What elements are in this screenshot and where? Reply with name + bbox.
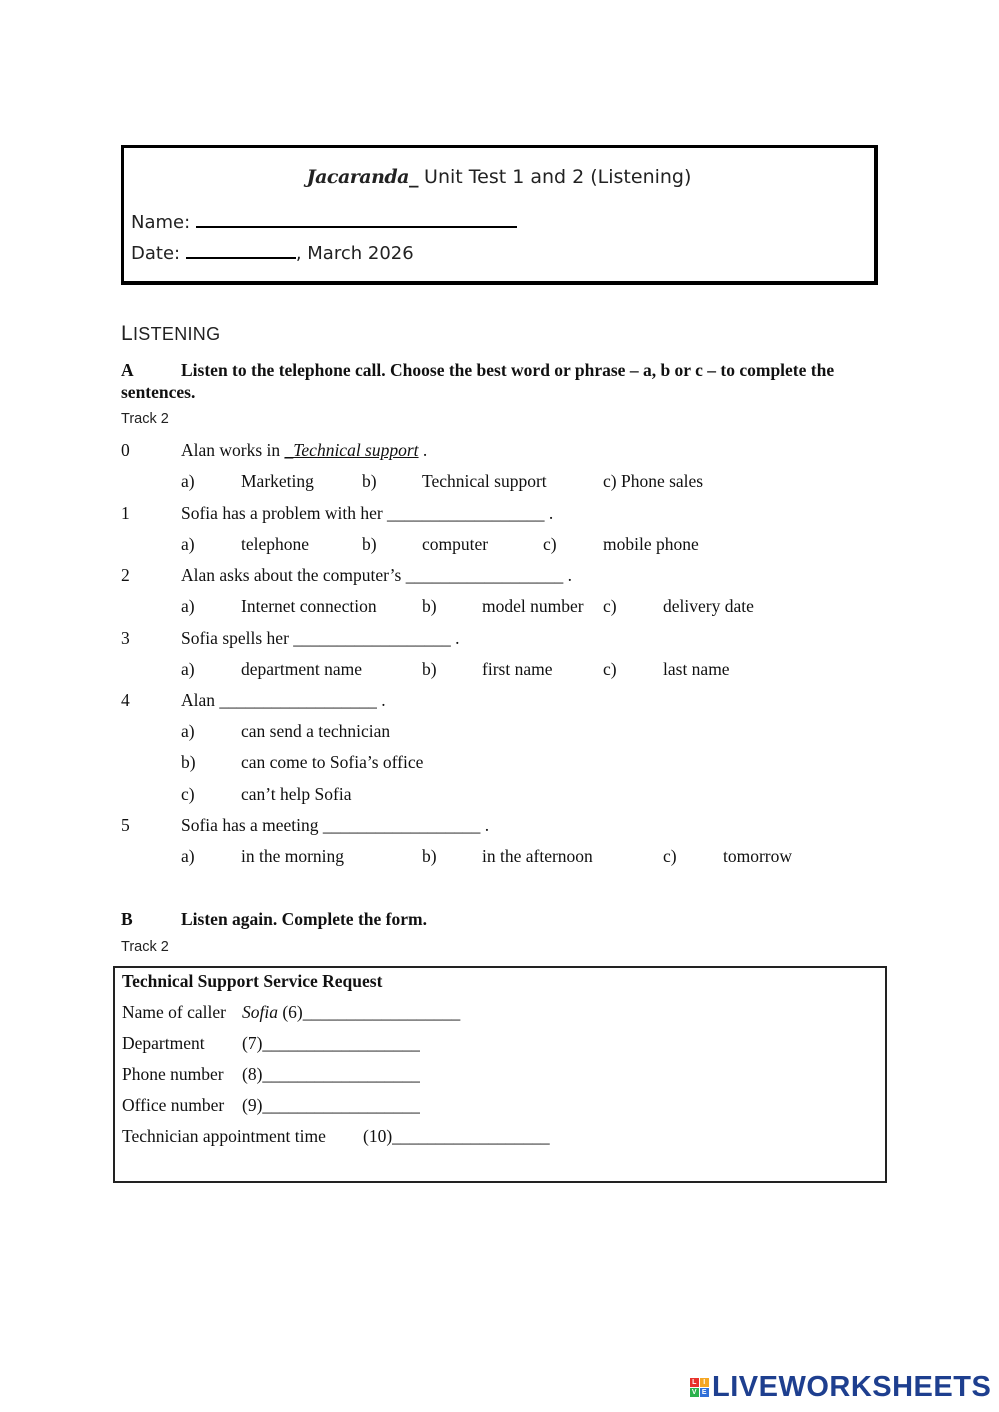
option-c[interactable]: last name [663,659,730,679]
option-b[interactable]: model number [482,596,584,616]
title-text: Unit Test 1 and 2 (Listening) [418,166,692,188]
caller-row [122,1002,622,1023]
part-b-track: Track 2 [121,939,169,955]
option-b-label: b) [181,752,196,772]
caller-label: Name of caller [122,1002,226,1022]
logo-icon [690,1378,709,1397]
logo-cell: L [690,1378,699,1387]
blank-10[interactable]: (10)__________________ [363,1126,550,1146]
stem-text: Alan works in [181,440,281,460]
question-stem: Sofia has a meeting __________________ . [181,815,490,835]
option-a-label: a) [181,659,195,679]
part-a-text: Listen to the telephone call. Choose the best word or phrase – a, b or c – to complete the sentences. [121,360,835,402]
stem-end: . [418,440,428,460]
option-b[interactable]: can come to Sofia’s office [241,752,424,772]
date-suffix: , March 2026 [295,243,414,264]
question-number: 0 [121,440,130,460]
department-label: Department [122,1033,205,1053]
option-b-label: b) [422,846,437,866]
liveworksheets-logo [690,1372,991,1402]
option-c[interactable]: tomorrow [723,846,793,866]
option-b-label: b) [422,659,437,679]
option-c[interactable]: mobile phone [603,534,699,554]
caller-value: Sofia [242,1002,278,1022]
option-a[interactable]: Marketing [241,471,314,491]
question-stem: Alan __________________ . [181,690,386,710]
option-c-label: c) [543,534,557,554]
logo-cell: V [691,1388,698,1396]
option-a-label: a) [181,846,195,866]
option-c-label: c) [603,596,617,616]
option-b-label: b) [362,534,377,554]
blank-8[interactable]: (8)__________________ [242,1064,420,1084]
option-b[interactable]: Technical support [422,471,547,491]
worksheet-title [124,166,874,188]
option-a[interactable]: Internet connection [241,596,377,616]
part-a-instruction [121,359,881,403]
form-title: Technical Support Service Request [122,971,383,991]
option-a-label: a) [181,471,195,491]
option-b[interactable]: first name [482,659,553,679]
question-number: 4 [121,690,130,710]
technician-row [122,1126,722,1147]
name-label: Name: [131,212,191,233]
phone-label: Phone number [122,1064,224,1084]
option-c-label: c) [181,784,195,804]
date-input-line[interactable] [186,241,296,259]
part-a-track: Track 2 [121,411,169,427]
date-label: Date: [131,243,181,264]
option-c-label: c) [663,846,677,866]
section-initial: L [121,322,133,345]
option-a-label: a) [181,721,195,741]
logo-cell: I [700,1378,709,1387]
part-b-text: Listen again. Complete the form. [181,909,427,929]
option-a[interactable]: department name [241,659,362,679]
section-heading [121,322,220,346]
option-b[interactable]: in the afternoon [482,846,593,866]
option-a[interactable]: telephone [241,534,310,554]
question-stem: Sofia has a problem with her __________________ . [181,503,554,523]
option-b[interactable]: computer [422,534,489,554]
part-b-instruction [121,908,881,930]
part-b-letter: B [121,909,133,929]
logo-cell: E [701,1388,708,1396]
phone-row [122,1064,622,1085]
option-a[interactable]: can send a technician [241,721,391,741]
caller-answer[interactable] [242,1002,460,1023]
office-label: Office number [122,1095,225,1115]
question-stem: Alan asks about the computer’s __________________ . [181,565,572,585]
option-c-label: c) [603,659,617,679]
question-number: 1 [121,503,130,523]
question-number: 3 [121,628,130,648]
brand-name: Jacaranda_ [306,166,418,188]
question-stem: Sofia spells her __________________ . [181,628,460,648]
option-a[interactable]: in the morning [241,846,345,866]
option-c[interactable]: delivery date [663,596,754,616]
question-number: 5 [121,815,130,835]
option-c[interactable]: can’t help Sofia [241,784,352,804]
option-a-label: a) [181,534,195,554]
example-answer: _Technical support [284,440,419,460]
name-field [131,210,517,233]
question-stem [181,440,427,461]
option-c[interactable]: c) Phone sales [603,471,704,491]
blank-9[interactable]: (9)__________________ [242,1095,420,1115]
logo-text: LIVEWORKSHEETS [712,1370,992,1403]
service-request-form [113,966,887,1183]
name-input-line[interactable] [196,210,517,228]
part-a-letter: A [121,360,134,380]
blank-7[interactable]: (7)__________________ [242,1033,420,1053]
department-row [122,1033,622,1054]
option-b-label: b) [362,471,377,491]
option-b-label: b) [422,596,437,616]
office-row [122,1095,622,1116]
option-a-label: a) [181,596,195,616]
date-field [131,241,414,264]
section-rest: ISTENING [132,324,221,344]
question-number: 2 [121,565,130,585]
header-box [121,145,878,285]
blank-6[interactable]: (6)__________________ [277,1002,461,1022]
technician-label: Technician appointment time [122,1126,326,1146]
